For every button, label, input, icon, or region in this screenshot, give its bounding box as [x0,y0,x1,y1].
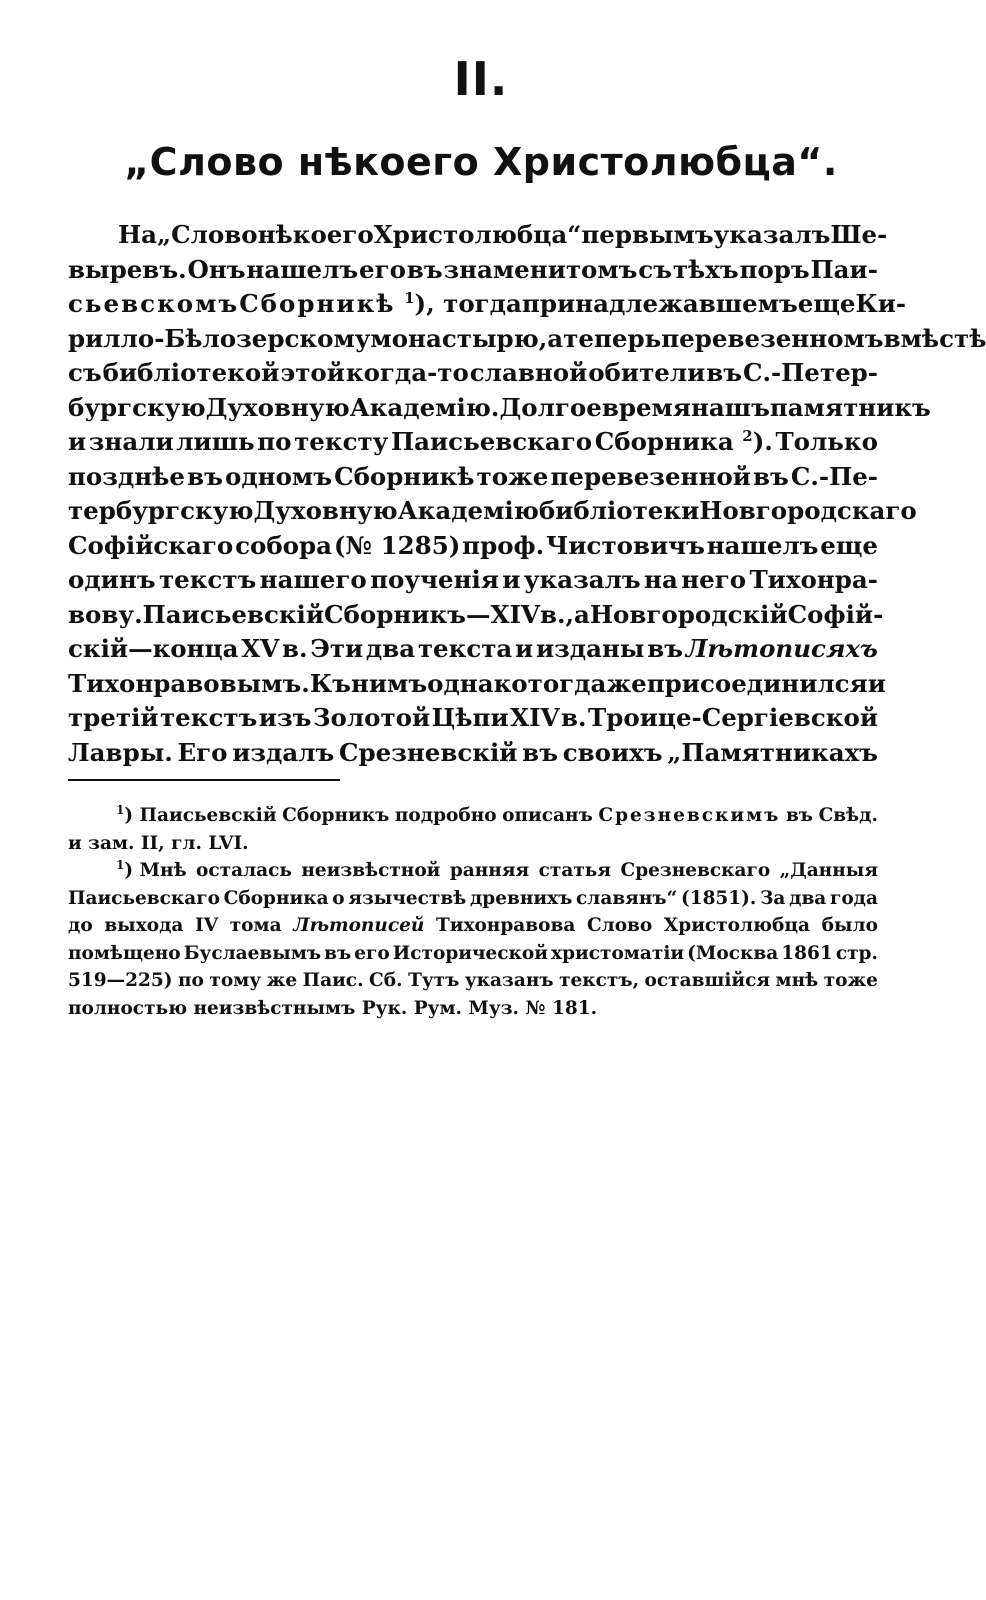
footnote-line: $^1$) Паисьевскій Сборникъ подробно описанъ Срезневскимъ въ Свѣд. [116,803,878,826]
text-line: позднѣе въ одномъ Сборникѣ тоже перевезенной въ С.-Пе- [68,461,878,491]
italic-title: Лѣтописей [293,915,425,936]
text-line: На „Слово нѣкоего Христолюбца“ первымъ указалъ Ше- [118,220,888,249]
footnote-line: помѣщено Буслаевымъ въ его Исторической христоматіи (Москва 1861 стр. [68,942,878,964]
footnote-line: $^1$) Мнѣ осталась неизвѣстной ранняя статья Срезневскаго „Данныя [116,858,878,881]
text-line: одинъ текстъ нашего поученія и указалъ на него Тихонра- [68,565,878,594]
text-line: и знали лишь по тексту Паисьевскаго Сборника $^2$). Только [68,427,878,456]
footnote-line: и зам. II, гл. LVI. [68,832,249,854]
text-line: третій текстъ изъ Золотой Цѣпи XIV в. Троице-Сергіевской [68,703,878,732]
footnote-marker: 1 [116,858,125,872]
text-line: сьевскомъ Сборникѣ $^1$), тогда принадлежавшемъ еще Ки- [68,289,907,318]
text-line: рилло-Бѣлозерскому монастырю, а теперь перевезенномъ вмѣстѣ [68,323,986,353]
text-line: тербургскую Духовную Академію библіотеки Новгородскаго [68,496,917,525]
text-line: скій—конца XV в. Эти два текста и изданы въ Лѣтописяхъ [68,632,878,667]
text-line: съ библіотекой этой когда-то славной обители въ С.-Петер- [68,358,878,387]
footnote-marker: 1 [116,803,125,817]
footnote-ref: 2 [742,427,753,445]
main-paragraph [68,218,986,770]
text-line: Тихонравовымъ. Къ нимъ однако тогда же присоединился и [68,668,886,698]
text-line: бургскую Духовную Академію. Долгое время нашъ памятникъ [68,392,931,422]
footnote-line: до выхода IV тома Лѣтописей Тихонравова Слово Христолюбца было [68,912,878,940]
footnote-ref: 1 [404,289,415,307]
footnote-line: Паисьевскаго Сборника о язычествѣ древнихъ славянъ“ (1851). За два года [68,887,878,909]
text-line: выревъ. Онъ нашелъ его въ знаменитомъ съ тѣхъ поръ Паи- [68,254,878,284]
chapter-number: II. [453,52,509,106]
italic-title: Лѣтописяхъ [685,634,878,663]
footnotes [68,802,878,1022]
text-line: вову. Паисьевскій Сборникъ—XIV в., а Новгородскій Софій- [68,599,884,629]
text-line: Лавры. Его издалъ Срезневскій въ своихъ „Памятникахъ [68,737,878,767]
footnote-line: полностью неизвѣстнымъ Рук. Рум. Муз. № 181. [68,997,598,1019]
text-line: Софійскаго собора (№ 1285) проф. Чистовичъ нашелъ еще [68,530,878,560]
chapter-title: „Слово нѣкоего Христолюбца“. [124,140,838,184]
footnote-line: 519—225) по тому же Паис. Сб. Тутъ указанъ текстъ, оставшійся мнѣ тоже [68,970,878,991]
footnote-divider [68,779,340,781]
